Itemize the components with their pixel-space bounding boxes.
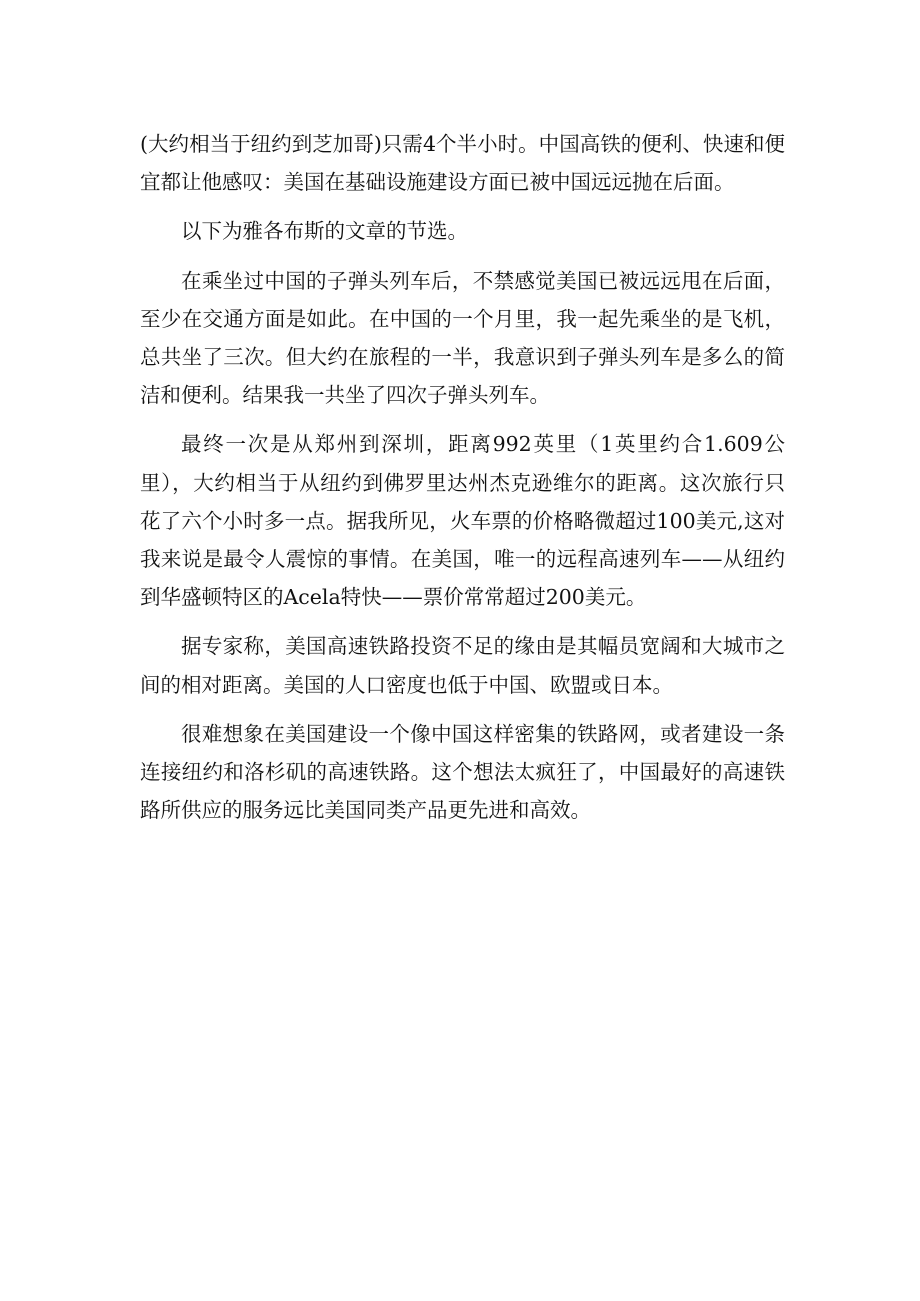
paragraph-continuation: (大约相当于纽约到芝加哥)只需4个半小时。中国高铁的便利、快速和便宜都让他感叹：美国在基础设施建设方面已被中国远远抛在后面。 <box>140 132 785 195</box>
paragraph-bullet-train: 在乘坐过中国的子弹头列车后，不禁感觉美国已被远远甩在后面，至少在交通方面是如此。在中国的一个月里，我一起先乘坐的是飞机，总共坐了三次。但大约在旅程的一半，我意识到子弹头列车是多么的简洁和便利。结果我一共坐了四次子弹头列车。 <box>140 268 785 408</box>
paragraph-experts: 据专家称，美国高速铁路投资不足的缘由是其幅员宽阔和大城市之间的相对距离。美国的人口密度也低于中国、欧盟或日本。 <box>140 634 785 697</box>
paragraph-intro: 以下为雅各布斯的文章的节选。 <box>181 219 468 244</box>
paragraph-zhengzhou-shenzhen: 最终一次是从郑州到深圳，距离992英里（1英里约合1.609公里），大约相当于从纽约到佛罗里达州杰克逊维尔的距离。这次旅行只花了六个小时多一点。据我所见，火车票的价格略微超过100美元,这对我来说是最令人震惊的事情。在美国，唯一的远程高速列车——从纽约到华盛顿特区的Acela特快——票价常常超过200美元。 <box>140 432 785 610</box>
article-body <box>140 125 785 840</box>
paragraph-conclusion: 很难想象在美国建设一个像中国这样密集的铁路网，或者建设一条连接纽约和洛杉矶的高速铁路。这个想法太疯狂了，中国最好的高速铁路所供应的服务远比美国同类产品更先进和高效。 <box>140 721 785 823</box>
